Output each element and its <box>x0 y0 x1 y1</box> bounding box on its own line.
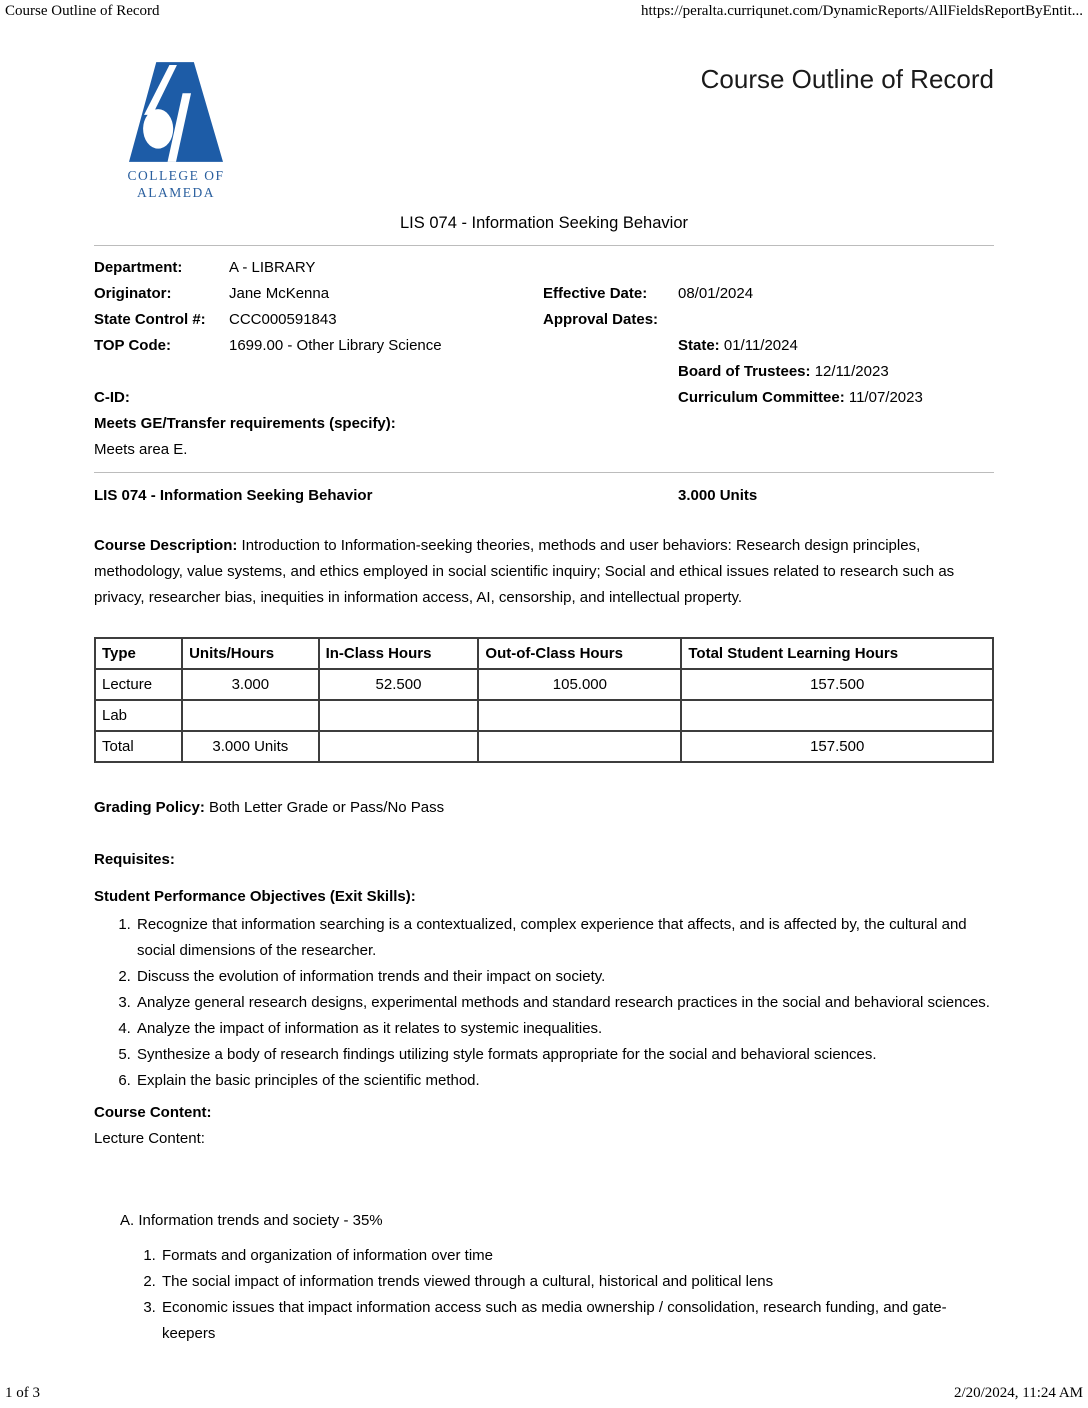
hours-table-header-row <box>95 638 993 669</box>
hours-header-outofclass: Out-of-Class Hours <box>478 638 681 669</box>
course-title: LIS 074 - Information Seeking Behavior <box>94 487 373 504</box>
department-label: Department: <box>94 259 183 276</box>
spacer <box>229 359 543 385</box>
spacer <box>543 385 678 411</box>
objectives-list <box>94 912 994 1094</box>
lecture-type-cell: Lecture <box>95 669 182 700</box>
total-type-cell: Total <box>95 731 182 762</box>
logo-caption <box>106 167 246 201</box>
course-description-text: Introduction to Information-seeking theories, methods and user behaviors: Research design principles, methodology, value systems, and ethics employed in social scientific inquiry; Social and ethical issues related to research such as privacy, researcher bias, inequities in information access, AI, censorship, and intellectual property. <box>94 537 955 606</box>
objective-item: 1. Recognize that information searching is a contextualized, complex experience that affects, and is affected by, the cultural and social dimensions of the researcher. <box>135 912 994 964</box>
total-units-cell: 3.000 Units <box>182 731 318 762</box>
effective-date-value: 08/01/2024 <box>678 285 754 302</box>
lab-total-cell <box>681 700 993 731</box>
objective-item: 5. Synthesize a body of research findings utilizing style formats appropriate for the social and behavioral sciences. <box>135 1042 994 1068</box>
meets-ge-label: Meets GE/Transfer requirements (specify): <box>94 415 396 432</box>
grading-policy <box>94 795 994 821</box>
curriculum-approval-date: 11/07/2023 <box>848 389 923 406</box>
lab-outofclass-cell <box>478 700 681 731</box>
objective-item: 3. Analyze general research designs, experimental methods and standard research practices in the social and behavioral sciences. <box>135 990 994 1016</box>
spacer <box>94 359 229 385</box>
print-header <box>5 3 1083 20</box>
college-of-alameda-logo-icon <box>129 60 223 164</box>
course-description-label: Course Description: <box>94 537 238 554</box>
hours-header-type: Type <box>95 638 182 669</box>
spacer <box>543 255 678 281</box>
lab-units-cell <box>182 700 318 731</box>
lecture-content-heading: Lecture Content: <box>94 1130 205 1147</box>
lab-type-cell: Lab <box>95 700 182 731</box>
print-footer <box>5 1385 1083 1402</box>
department-value: A - LIBRARY <box>229 259 316 276</box>
board-approval-date: 12/11/2023 <box>814 363 889 380</box>
document-page <box>94 56 994 1347</box>
objective-item: 4. Analyze the impact of information as it relates to systemic inequalities. <box>135 1016 994 1042</box>
table-row-total <box>95 731 993 762</box>
state-approval: State: 01/11/2024 <box>678 337 798 354</box>
board-approval: Board of Trustees: 12/11/2023 <box>678 363 889 380</box>
divider-middle <box>94 472 994 473</box>
print-header-url: https://peralta.curriqunet.com/DynamicReports/AllFieldsReportByEntit... <box>640 3 1083 19</box>
spacer <box>543 359 678 385</box>
content-item: 3. Economic issues that impact information access such as media ownership / consolidation, research funding, and gate-keepers <box>160 1295 994 1347</box>
state-approval-date: 01/11/2024 <box>723 337 798 354</box>
total-outofclass-cell <box>478 731 681 762</box>
total-total-cell: 157.500 <box>681 731 993 762</box>
state-control-label: State Control #: <box>94 311 206 328</box>
requisites-heading: Requisites: <box>94 851 175 868</box>
effective-date-label: Effective Date: <box>543 285 648 302</box>
objective-item: 2. Discuss the evolution of information trends and their impact on society. <box>135 964 994 990</box>
course-heading: LIS 074 - Information Seeking Behavior <box>399 214 688 232</box>
objective-item: 6. Explain the basic principles of the scientific method. <box>135 1068 994 1094</box>
lab-inclass-cell <box>319 700 479 731</box>
total-inclass-cell <box>319 731 479 762</box>
curriculum-approval: Curriculum Committee: 11/07/2023 <box>678 389 923 406</box>
footer-page-number: 1 of 3 <box>5 1385 40 1401</box>
content-section-a: A. Information trends and society - 35% <box>120 1212 383 1229</box>
course-metadata <box>94 255 994 463</box>
cid-label: C-ID: <box>94 389 130 406</box>
divider-top <box>94 245 994 246</box>
approval-dates-label: Approval Dates: <box>543 311 659 328</box>
originator-label: Originator: <box>94 285 172 302</box>
meets-ge-value: Meets area E. <box>94 441 188 458</box>
table-row-lecture <box>95 669 993 700</box>
course-description <box>94 533 994 611</box>
content-item: 2. The social impact of information trends viewed through a cultural, historical and political lens <box>160 1269 994 1295</box>
top-code-label: TOP Code: <box>94 337 171 354</box>
content-section-a-list <box>94 1243 994 1347</box>
objectives-heading: Student Performance Objectives (Exit Skills): <box>94 888 416 905</box>
lecture-total-cell: 157.500 <box>681 669 993 700</box>
brand-row <box>94 56 994 202</box>
grading-policy-text: Both Letter Grade or Pass/No Pass <box>209 799 445 816</box>
hours-table <box>94 637 994 763</box>
hours-header-total: Total Student Learning Hours <box>681 638 993 669</box>
state-control-value: CCC000591843 <box>229 311 337 328</box>
lecture-units-cell: 3.000 <box>182 669 318 700</box>
course-content-heading: Course Content: <box>94 1104 212 1121</box>
spacer <box>678 307 994 333</box>
lecture-outofclass-cell: 105.000 <box>478 669 681 700</box>
course-title-line <box>94 483 994 509</box>
content-item: 1. Formats and organization of information over time <box>160 1243 994 1269</box>
logo-caption-line2: ALAMEDA <box>137 185 215 200</box>
grading-policy-label: Grading Policy: <box>94 799 205 816</box>
originator-value: Jane McKenna <box>229 285 330 302</box>
hours-header-inclass: In-Class Hours <box>319 638 479 669</box>
spacer <box>229 385 543 411</box>
print-header-title: Course Outline of Record <box>5 3 160 19</box>
logo-block <box>106 56 246 201</box>
lecture-inclass-cell: 52.500 <box>319 669 479 700</box>
page-title: Course Outline of Record <box>700 64 994 94</box>
course-units: 3.000 Units <box>678 487 758 504</box>
footer-timestamp: 2/20/2024, 11:24 AM <box>953 1385 1083 1401</box>
table-row-lab <box>95 700 993 731</box>
top-code-value: 1699.00 - Other Library Science <box>229 337 442 354</box>
hours-header-units: Units/Hours <box>182 638 318 669</box>
spacer <box>678 255 994 281</box>
spacer <box>543 333 678 359</box>
logo-caption-line1: COLLEGE OF <box>127 168 225 183</box>
